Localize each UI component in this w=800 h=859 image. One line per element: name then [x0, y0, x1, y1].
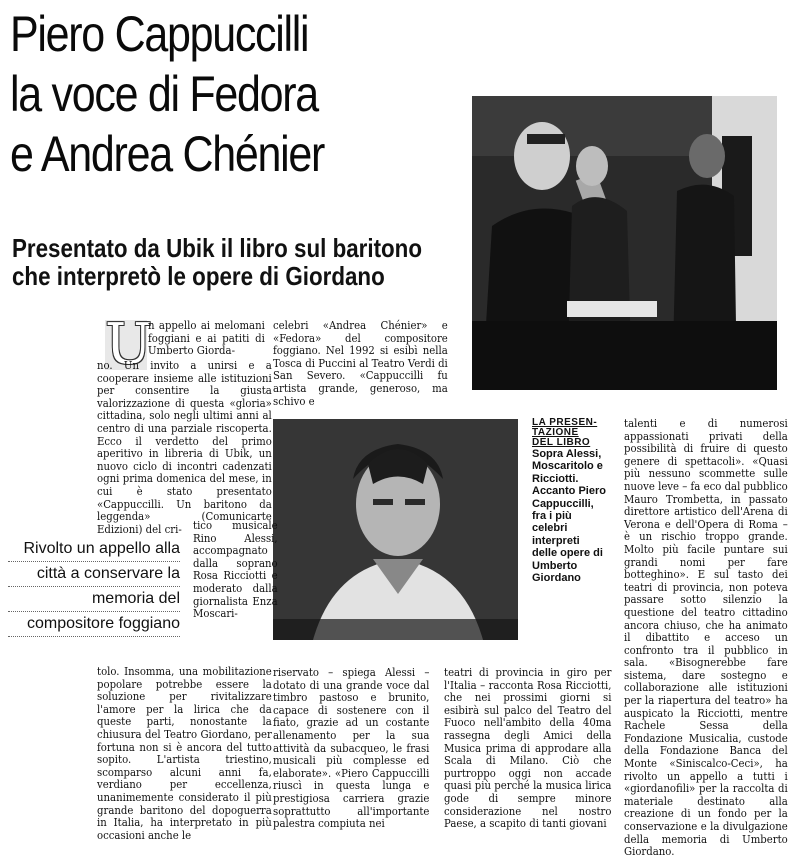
caption-text-line-6: fra i più [532, 510, 572, 523]
article-column-2-top: celebri «Andrea Chénier» e «Fedora» del compositore foggiano. Nel 1992 si esibì nella Tosca di Puccini al Teatro Verdi di San Severo. «Cappuccilli fu artista grande, generoso, ma schivo e [273, 319, 448, 408]
caption-text-line-3: Ricciotti. [532, 472, 579, 485]
caption-text-line-1: Sopra Alessi, [532, 448, 602, 460]
caption-text-line-10: Umberto [532, 559, 578, 572]
headline-line-2: la voce di Fedora [10, 66, 318, 122]
caption-text-line-8: interpreti [532, 534, 580, 547]
presentation-photo-icon [472, 96, 777, 390]
article-column-1-body: no. Un invito a unirsi e a cooperare insieme alle istituzioni per consentire la giusta valorizzazione di questa «gloria» cittadina, solo negli ultimi anni al centro di una parziale riscoperta. Ecco il verdetto del primo aperitivo in libreria di Ubik, un nuovo ciclo di incontri cadenzati ogni prima domenica del mese, in cui è stato presentato «Cappuccilli. Un baritono da leggenda» (Comunicarte Edizioni) del cri- [97, 359, 272, 536]
caption-text-line-7: celebri [532, 522, 568, 535]
article-column-3: teatri di provincia in giro per l'Italia – racconta Rosa Ricciotti, che nei prossimi giorni si esibirà sul palco del Teatro del Fuoco nell'ambito della 40ma rassegna degli Amici della Musica prima di approdare alla Scala di Milano. Ciò che purtroppo oggi non accade quasi più perché la musica lirica gode di sempre minore considerazione nel nostro Paese, a scapito di tanti giovani [444, 666, 612, 831]
article-column-1-end: tolo. Insomma, una mobilitazione popolare potrebbe essere la soluzione per rivitalizzare l'amore per la lirica che da queste parti, nonostante la chiusura del Teatro Giordano, per fortuna non si è ancora del tutto sopito. L'artista triestino, scomparso alcuni anni fa, verdiano per eccellenza, unanimemente considerato il più grande baritono del dopoguerra in Italia, ha interpretato in più occasioni anche le [97, 665, 272, 842]
subtitle-line-2: che interpretò le opere di Giordano [12, 261, 385, 291]
presentation-photo [472, 96, 777, 390]
caption-text-line-5: Cappuccilli, [532, 497, 594, 510]
caption-label-line-3: DEL LIBRO [532, 437, 591, 448]
pull-quote-line-2: città a conservare la [8, 562, 180, 587]
pull-quote-line-4: compositore foggiano [8, 612, 180, 637]
pull-quote [8, 537, 180, 637]
caption-label-line-2: TAZIONE [532, 427, 579, 438]
article-column-1-narrow: tico musicale Rino Alessi, accompagnato dalla soprano Rosa Ricciotti e moderato dalla giornalista Enza Moscari- [193, 519, 278, 621]
caption-text-line-9: delle opere di [532, 547, 603, 560]
caption-text-line-11: Giordano [532, 572, 581, 585]
portrait-photo [273, 419, 518, 640]
portrait-photo-icon [273, 419, 518, 640]
photo-caption [532, 418, 612, 584]
caption-label-line-1: LA PRESEN- [532, 417, 598, 428]
article-column-4: talenti e di numerosi appassionati privati della possibilità di fruire di questo genere di spettacoli». «Quasi più nessuno scommette sulle nuove leve – fa eco dal pubblico Mauro Trombetta, in passato direttore artistico dell'Arena di Verona e dell'Opera di Roma – è un rischio troppo grande. Molto più facile puntare sui grandi nomi per fare botteghino». E sul tasto dei teatri di provincia, non poteva passare sotto silenzio la questione del teatro cittadino ancora chiuso, che ha animato il dibattito e acceso un confronto tra il pubblico in sala. «Bisognerebbe fare sistema, dare sostegno e collaborazione alle istituzioni per la riapertura del teatro» ha auspicato la Ricciotti, mentre Rachele Sessa della Fondazione Musicalia, custode della Fondazione Banca del Monte «Siniscalco-Ceci», ha rivolto un appello a tutti i «giordanofili» per la raccolta di materiale destinato alla creazione di un fondo per la conservazione e la divulgazione della memoria di Umberto Giordano. [624, 417, 788, 859]
caption-text-line-4: Accanto Piero [532, 485, 606, 498]
drop-cap: U [105, 312, 153, 377]
article-column-2-bottom: riservato – spiega Alessi – dotato di una grande voce dal timbro pastoso e brunito, capace di sostenere con il fiato, grazie ad un costante allenamento per la sua attività da subacqueo, le frasi musicali più complesse ed elaborate». «Piero Cappuccilli riuscì in questa lunga e prestigiosa carriera grazie soprattutto all'importante palestra compiuta nei [273, 666, 430, 831]
headline-line-1: Piero Cappuccilli [10, 6, 309, 62]
subtitle-line-1: Presentato da Ubik il libro sul baritono [12, 233, 422, 263]
pull-quote-line-1: Rivolto un appello alla [8, 537, 180, 562]
subtitle [12, 234, 422, 290]
headline-line-3: e Andrea Chénier [10, 126, 325, 182]
pull-quote-line-3: memoria del [8, 587, 180, 612]
headline [10, 4, 414, 184]
article-column-1-intro: n appello ai melomani foggiani e ai patiti di Umberto Giorda- [148, 319, 265, 358]
caption-text-line-2: Moscaritolo e [532, 460, 603, 473]
